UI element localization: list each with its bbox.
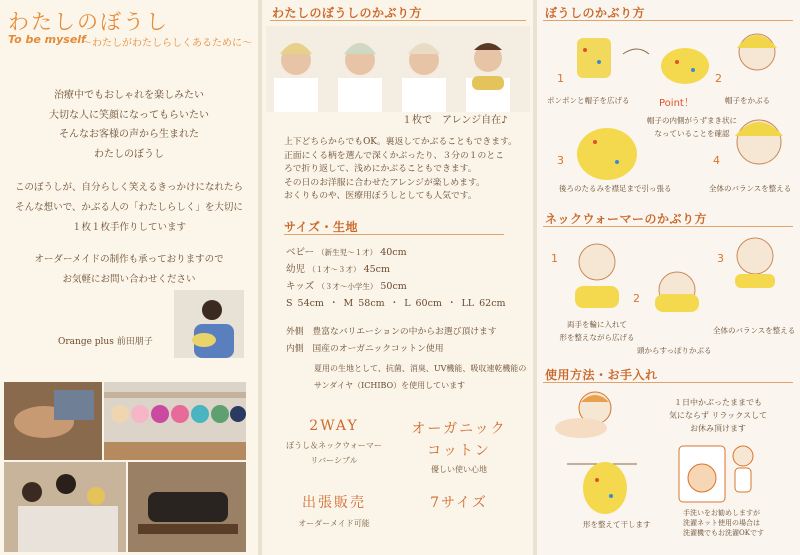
- care1-text: [633, 396, 800, 435]
- panel-details: [262, 0, 533, 555]
- care1-line: 気にならず リラックスして: [668, 411, 768, 420]
- photo-yarn-shelf: [104, 382, 246, 460]
- feature-title: コットン: [427, 443, 491, 459]
- size-row: キッズ （３才〜小学生） 50cm: [286, 281, 407, 292]
- step3-text: 後ろのたるみを襟足まで引っ張る: [559, 184, 672, 193]
- feature-title: オーガニック: [411, 421, 507, 437]
- neck3-text: 全体のバランスを整える: [713, 326, 796, 335]
- intro-line: １枚１枚手作りしています: [71, 222, 186, 233]
- header-divider: [284, 234, 504, 235]
- description-line: 正面にくる柄を選んで深くかぶったり、３分の１のとこ: [284, 150, 504, 161]
- step3-illustration: [577, 128, 637, 180]
- header-divider: [543, 226, 793, 227]
- summer-line: サンダイヤ（ICHIBO）を使用しています: [314, 381, 466, 390]
- header-divider: [543, 382, 793, 383]
- care2-text: 形を整えて干します: [583, 520, 651, 529]
- feature-title: 2WAY: [309, 418, 359, 434]
- feature-title: 7サイズ: [430, 495, 488, 511]
- step2-text: 帽子をかぶる: [725, 96, 770, 105]
- description-line: その日のお洋服に合わせたアレンジが楽しめます。: [284, 177, 485, 188]
- neck1-line: 両手を輪に入れて: [567, 320, 627, 329]
- care3-line: 洗濯機でもお洗濯OKです: [683, 529, 764, 537]
- size-row: ベビー （新生児〜１才） 40cm: [286, 247, 407, 258]
- author-illustration: [174, 290, 244, 358]
- brand-subtitle-en: To be myself: [8, 33, 86, 46]
- header-how-to-wear: わたしのぼうしのかぶり方: [272, 6, 423, 20]
- step2-illustration: [737, 34, 777, 70]
- fabric-info: [286, 324, 497, 358]
- care3-line: 手洗いをお勧めしますが: [683, 509, 760, 517]
- feature-sub: 優しい使い心地: [431, 465, 487, 474]
- adult-size-row: S 54cm ・ M 58cm ・ L 60cm ・ LL 62cm: [286, 298, 506, 309]
- neck3-illustration: [735, 238, 775, 288]
- step-number: 4: [713, 154, 720, 167]
- header-neck: ネックウォーマーのかぶり方: [545, 212, 708, 226]
- summer-fabric: [314, 360, 526, 394]
- header-size-fabric: サイズ・生地: [284, 220, 359, 234]
- intro-line: お気軽にお問い合わせください: [62, 274, 196, 285]
- summer-line: 夏用の生地として、抗菌、消臭、UV機能、吸収速乾機能の: [314, 364, 527, 373]
- feature-sub: ぼうし＆ネックウォーマー: [286, 441, 382, 450]
- feature-sub: リバーシブル: [310, 456, 358, 465]
- panel-intro: [0, 0, 258, 555]
- step4-text: 全体のバランスを整える: [709, 184, 792, 193]
- neck2-text: 頭からすっぽりかぶる: [637, 346, 712, 355]
- header-care: 使用方法・お手入れ: [545, 368, 658, 382]
- intro-paragraph-2: [0, 178, 258, 238]
- author-photo: [174, 290, 244, 358]
- sleeping-illustration: [555, 392, 611, 438]
- photo-sewing-machine: [128, 462, 246, 552]
- intro-paragraph-3: [0, 250, 258, 290]
- intro-paragraph-1: [0, 86, 258, 164]
- feature-onsite: [280, 492, 388, 529]
- neck1-text: [547, 318, 647, 344]
- neck2-illustration: [655, 272, 699, 312]
- intro-line: そんな想いで、かぶる人の「わたしらしく」を大切に: [15, 202, 243, 213]
- washing-machine-illustration: [679, 446, 725, 502]
- intro-line: オーダーメイドの制作も承っておりますので: [34, 254, 224, 265]
- feature-7sizes: [404, 492, 514, 512]
- feature-title: 出張販売: [302, 495, 366, 511]
- intro-line: わたしのぼうし: [94, 148, 164, 160]
- intro-line: このぼうしが、自分らしく笑えるきっかけになれたら: [14, 182, 243, 193]
- child-illustration: [733, 446, 753, 492]
- step1-text: ポンポンと帽子を広げる: [547, 96, 630, 105]
- arrange-caption: １枚で アレンジ自在♪: [402, 115, 508, 126]
- outer-row: 外側 豊富なバリエーションの中からお選び頂けます: [286, 327, 497, 337]
- point-illustration: [661, 48, 709, 84]
- point-note-line: なっていることを確認: [654, 129, 730, 138]
- care3-line: 洗濯ネット使用の場合は: [683, 519, 760, 527]
- intro-line: 治療中でもおしゃれを楽しみたい: [54, 90, 204, 101]
- size-row: 幼児 （１才〜３才） 45cm: [286, 264, 390, 275]
- step-number: 2: [715, 72, 722, 85]
- hat-steps-illustration: [537, 22, 800, 200]
- intro-line: そんなお客様の声から生まれた: [59, 129, 199, 140]
- point-note: [637, 114, 747, 140]
- point-label: Point！: [659, 98, 694, 109]
- photo-hands-knitting: [4, 382, 102, 460]
- header-hat: ぼうしのかぶり方: [545, 6, 646, 20]
- step-number: 3: [717, 252, 724, 265]
- step-number: 3: [557, 154, 564, 167]
- inner-row: 内側 国産のオーガニックコットン使用: [286, 344, 444, 354]
- signature: Orange plus 前田朋子: [58, 337, 153, 347]
- step-number: 2: [633, 292, 640, 305]
- feature-sub: オーダーメイド可能: [298, 519, 370, 528]
- feature-organic: [404, 418, 514, 475]
- panel-instructions: [537, 0, 800, 555]
- description-line: おくりものや、医療用ぼうしとしても人気です。: [284, 191, 477, 201]
- feature-2way: [280, 418, 388, 466]
- brand-title: わたしのぼうし: [8, 10, 169, 34]
- intro-line: 大切な人に笑顔になってもらいたい: [49, 109, 209, 121]
- size-list: [286, 244, 506, 312]
- header-divider: [270, 20, 526, 21]
- neck1-line: 形を整えながら広げる: [559, 333, 635, 342]
- header-divider: [543, 20, 793, 21]
- model-photos: [266, 26, 530, 112]
- step-number: 1: [557, 72, 564, 85]
- care1-line: お休み頂けます: [690, 424, 746, 433]
- neck1-illustration: [575, 244, 619, 308]
- description-line: 上下どちらからでもOK。裏返してかぶることもできます。: [284, 137, 517, 147]
- model-photo-strip: [266, 26, 530, 112]
- care1-line: １日中かぶったままでも: [674, 398, 762, 407]
- description: [284, 136, 530, 204]
- hanging-hat-illustration: [567, 462, 637, 514]
- description-line: ろで折り返して、浅めにかぶることもできます。: [284, 164, 477, 174]
- point-note-line: 帽子の内側がうずまき状に: [647, 116, 737, 125]
- step1-illustration: [577, 38, 611, 78]
- step-number: 1: [551, 252, 558, 265]
- photo-family: [4, 462, 126, 552]
- brand-subtitle-jp: 〜わたしがわたしらしくあるために〜: [82, 38, 252, 49]
- care3-text: [683, 508, 764, 538]
